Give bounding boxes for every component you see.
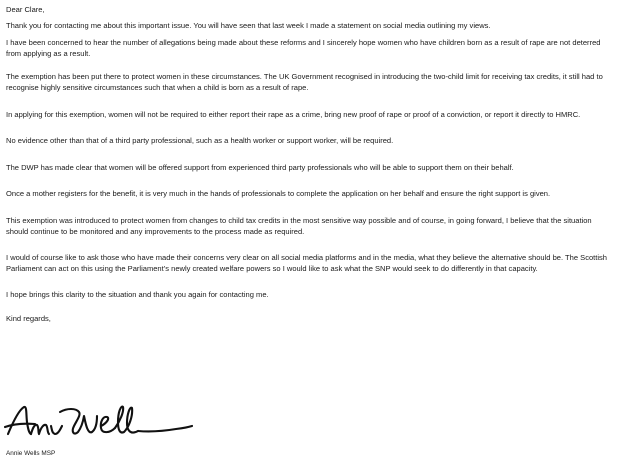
paragraph-7: Once a mother registers for the benefit, it is very much in the hands of professionals to complete the application on her behalf and ensure the right support is given. xyxy=(6,189,551,199)
paragraph-10: I hope brings this clarity to the situation and thank you again for contacting me. xyxy=(6,290,269,300)
closing: Kind regards, xyxy=(6,313,51,323)
paragraph-9: I would of course like to ask those who have made their concerns very clear on all social media platforms and in the media, what they believe the alternative should be. The Scottish Parliament can act on this using the Parliament’s newly created welfare powers so I would like to ask what the SNP would seek to do differently in that capacity. xyxy=(6,253,608,273)
handwritten-signature-icon xyxy=(4,402,194,442)
paragraph-4: In applying for this exemption, women will not be required to either report their rape as a crime, bring new proof of rape or proof of a conviction, or report it directly to HMRC. xyxy=(6,109,581,119)
paragraph-1: Thank you for contacting me about this important issue. You will have seen that last week I made a statement on social media outlining my views. xyxy=(6,20,491,30)
paragraph-6: The DWP has made clear that women will be offered support from experienced third party professionals who will be able to support them on their behalf. xyxy=(6,162,514,172)
letter-body xyxy=(6,5,614,325)
paragraph-2: I have been concerned to hear the number of allegations being made about these reforms and I sincerely hope women who have children born as a result of rape are not deterred from applying as a result. xyxy=(6,38,601,58)
salutation: Dear Clare, xyxy=(6,5,45,14)
paragraph-8: This exemption was introduced to protect women from changes to child tax credits in the most sensitive way possible and of course, in going forward, I believe that the situation should continue to be monitored and any improvements to the process made as required. xyxy=(6,215,592,236)
signatory-name: Annie Wells MSP xyxy=(6,450,56,457)
paragraph-5: No evidence other than that of a third party professional, such as a health worker or support worker, will be required. xyxy=(6,136,394,146)
paragraph-3: The exemption has been put there to protect women in these circumstances. The UK Government recognised in introducing the two-child limit for receiving tax credits, it still had to recognise highly sensitive circumstances such that when a child is born as a result of rape. xyxy=(6,72,603,92)
